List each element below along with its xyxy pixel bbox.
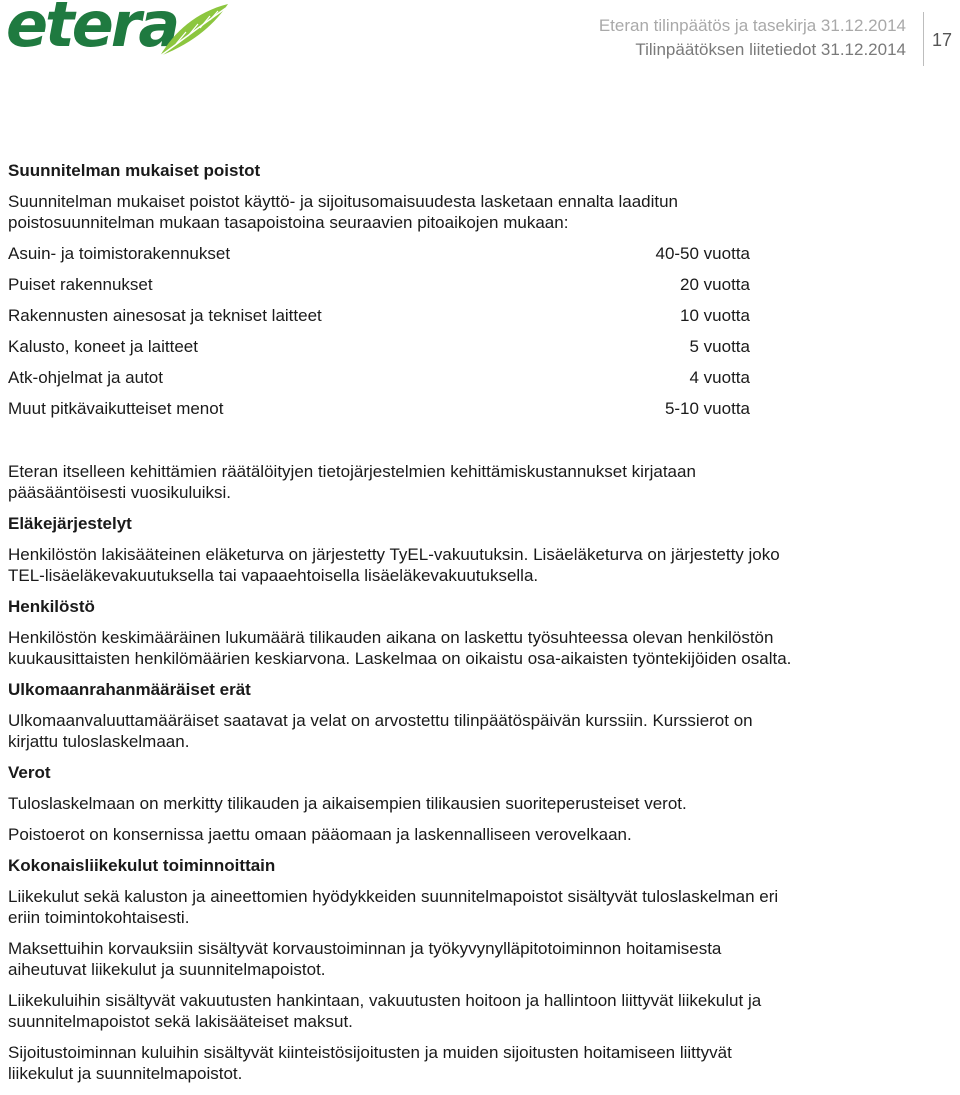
heading-elakejarjestelyt: Eläkejärjestelyt — [8, 514, 132, 533]
liikekulut-p3-line-2: suunnitelmapoistot sekä lakisääteiset maksut. — [8, 1012, 353, 1031]
leaf-icon — [156, 2, 232, 60]
header-line-1: Eteran tilinpäätös ja tasekirja 31.12.2014 — [598, 16, 906, 35]
depreciation-period: 5 vuotta — [689, 337, 750, 356]
logo-wordmark: etera — [6, 0, 178, 61]
liikekulut-p1-line-1: Liikekulut sekä kaluston ja aineettomien hyödykkeiden suunnitelmapoistot sisältyvät tuloslaskelman eri — [8, 887, 779, 906]
header-line-2: Tilinpäätöksen liitetiedot 31.12.2014 — [635, 40, 906, 59]
depreciation-item: Rakennusten ainesosat ja tekniset laitteet — [8, 306, 322, 325]
liikekulut-p4-line-1: Sijoitustoiminnan kuluihin sisältyvät kiinteistösijoitusten ja muiden sijoitusten hoitamiseen liittyvät — [8, 1043, 732, 1062]
depreciation-item: Atk-ohjelmat ja autot — [8, 368, 163, 387]
depreciation-period: 40-50 vuotta — [655, 244, 750, 263]
page-header — [0, 0, 960, 80]
depreciation-item: Kalusto, koneet ja laitteet — [8, 337, 198, 356]
depreciation-item: Puiset rakennukset — [8, 275, 153, 294]
liikekulut-p3-line-1: Liikekuluihin sisältyvät vakuutusten hankintaan, vakuutusten hoitoon ja hallintoon liittyvät liikekulut ja — [8, 991, 762, 1010]
depreciation-period: 4 vuotta — [689, 368, 750, 387]
table-row — [8, 243, 750, 274]
heading-kokonaisliikekulut: Kokonaisliikekulut toiminnoittain — [8, 856, 276, 875]
table-row — [8, 398, 750, 429]
depreciation-item: Asuin- ja toimistorakennukset — [8, 244, 231, 263]
heading-verot: Verot — [8, 763, 51, 782]
table-row — [8, 305, 750, 336]
depreciation-period: 20 vuotta — [680, 275, 750, 294]
verot-paragraph-1: Tuloslaskelmaan on merkitty tilikauden ja aikaisempien tilikausien suoriteperusteiset verot. — [8, 794, 687, 813]
liikekulut-p1-line-2: eriin toimintokohtaisesti. — [8, 908, 190, 927]
verot-paragraph-2: Poistoerot on konsernissa jaettu omaan pääomaan ja laskennalliseen verovelkaan. — [8, 825, 632, 844]
etera-logo — [6, 2, 226, 64]
document-title — [599, 14, 906, 62]
henkilosto-line-1: Henkilöstön keskimääräinen lukumäärä tilikauden aikana on laskettu työsuhteessa olevan henkilöstön — [8, 628, 774, 647]
table-row — [8, 336, 750, 367]
table-row — [8, 367, 750, 398]
depreciation-period: 5-10 vuotta — [664, 399, 750, 418]
henkilosto-line-2: kuukausittaisten henkilömäärien keskiarvona. Laskelmaa on oikaistu osa-aikaisten työntekijöiden osalta. — [8, 649, 792, 668]
table-row — [8, 274, 750, 305]
poistot-intro-line-2: poistosuunnitelman mukaan tasapoistoina seuraavien pitoaikojen mukaan: — [8, 213, 569, 232]
poistot-after-line-2: pääsääntöisesti vuosikuluiksi. — [8, 483, 232, 502]
heading-ulkomaanrahanmaaraiset: Ulkomaanrahanmääräiset erät — [8, 680, 251, 699]
liikekulut-p2-line-1: Maksettuihin korvauksiin sisältyvät korvaustoiminnan ja työkyvynylläpitotoiminnon hoitamisesta — [8, 939, 722, 958]
elake-line-2: TEL-lisäeläkevakuutuksella tai vapaaehtoisella lisäeläkevakuutuksella. — [8, 566, 539, 585]
page-number: 17 — [932, 30, 953, 50]
poistot-intro-line-1: Suunnitelman mukaiset poistot käyttö- ja sijoitusomaisuudesta lasketaan ennalta laaditun — [8, 192, 679, 211]
heading-poistot: Suunnitelman mukaiset poistot — [8, 161, 261, 180]
heading-henkilosto: Henkilöstö — [8, 597, 95, 616]
depreciation-period: 10 vuotta — [680, 306, 750, 325]
liikekulut-p4-line-2: liikekulut ja suunnitelmapoistot. — [8, 1064, 243, 1083]
liikekulut-p2-line-2: aiheutuvat liikekulut ja suunnitelmapoistot. — [8, 960, 326, 979]
depreciation-item: Muut pitkävaikutteiset menot — [8, 399, 224, 418]
ulkomaan-line-2: kirjattu tuloslaskelmaan. — [8, 732, 190, 751]
header-divider — [923, 12, 924, 66]
elake-line-1: Henkilöstön lakisääteinen eläketurva on järjestetty TyEL-vakuutuksin. Lisäeläketurva on järjestetty joko — [8, 545, 780, 564]
page-content — [8, 160, 908, 1084]
depreciation-table — [8, 243, 750, 429]
poistot-after-line-1: Eteran itselleen kehittämien räätälöityjen tietojärjestelmien kehittämiskustannukset kirjataan — [8, 462, 696, 481]
ulkomaan-line-1: Ulkomaanvaluuttamääräiset saatavat ja velat on arvostettu tilinpäätöspäivän kurssiin. Kurssierot on — [8, 711, 753, 730]
